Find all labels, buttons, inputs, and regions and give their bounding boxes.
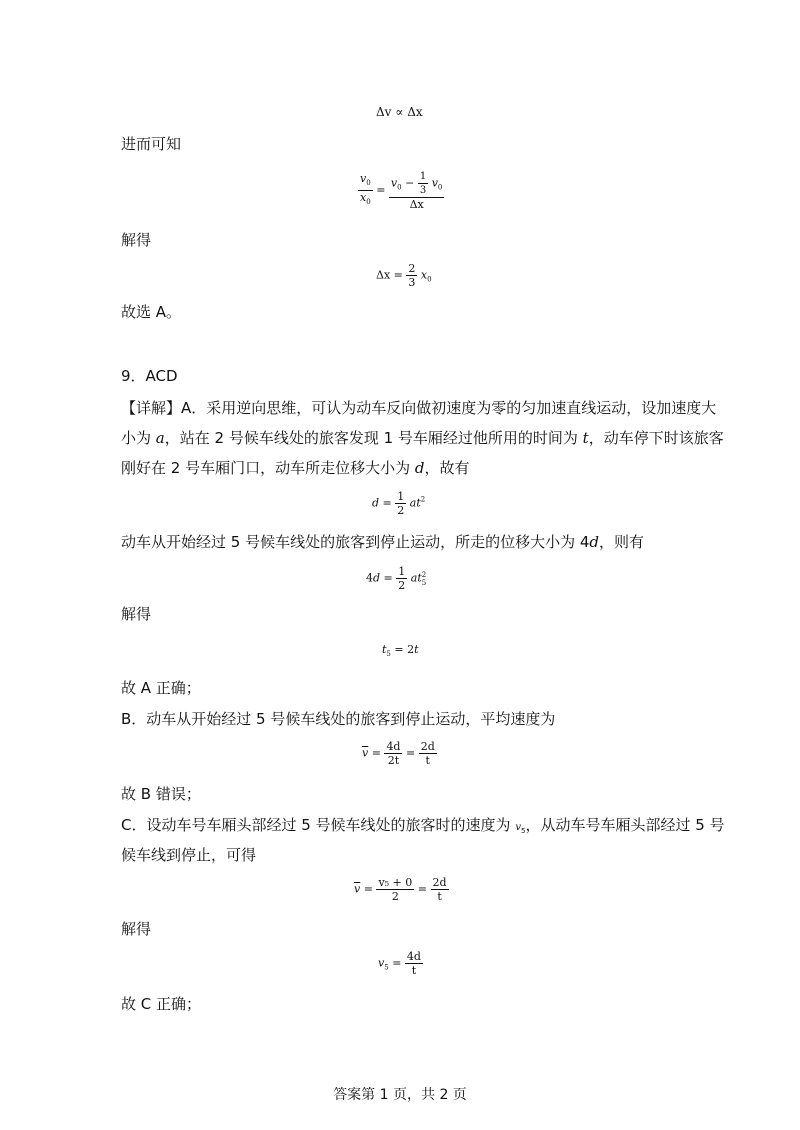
text-line: 故 A 正确； (121, 679, 201, 697)
equation-vbar-avg (354, 876, 449, 903)
equation-delta-x (376, 262, 432, 289)
var: d (589, 533, 600, 551)
fraction (419, 740, 437, 767)
subscript: 5 (421, 578, 427, 587)
subscript: 0 (366, 198, 371, 206)
subscript: 0 (397, 183, 402, 192)
text-line: 候车线到停止，可得 (121, 846, 257, 864)
var: t (382, 643, 387, 656)
equals: = (405, 746, 416, 760)
equation-4d (366, 565, 426, 592)
equals: = 2 (394, 643, 415, 656)
text: ，动车停下时该旅客 (588, 429, 724, 447)
numerator: 1 (419, 171, 427, 182)
var: a (409, 496, 417, 510)
text-line: 故 B 错误； (121, 785, 201, 803)
equation-d (372, 490, 425, 517)
subscript: 5 (386, 650, 391, 658)
denominator: 2t (387, 754, 400, 767)
equals: = (363, 882, 373, 896)
var: v (378, 956, 385, 970)
denominator: t (411, 964, 417, 977)
numerator: 4d (406, 950, 421, 963)
superscript: 2 (420, 495, 426, 504)
text-line: 故选 A。 (121, 303, 182, 321)
var: a (155, 429, 165, 447)
equation-vbar (362, 740, 437, 767)
denominator: 2 (391, 890, 399, 903)
fraction (395, 490, 406, 517)
denominator: 3 (408, 276, 416, 289)
text-line (121, 458, 469, 478)
denominator: 3 (419, 185, 427, 196)
fraction (418, 170, 428, 197)
text-line: 【详解】A．采用逆向思维，可认为动车反向做初速度为零的匀加速直线运动，设加速度大 (121, 399, 717, 417)
fraction (396, 565, 407, 592)
numerator: 1 (397, 490, 405, 503)
fraction (405, 950, 423, 977)
text: ，站在 2 号候车线处的旅客发现 1 号车厢经过他所用的时间为 (164, 429, 583, 447)
var: t (582, 429, 589, 447)
numerator: 2d (420, 740, 435, 753)
fraction (389, 170, 444, 211)
subscript: 5 (520, 827, 526, 835)
text-line (121, 428, 724, 448)
var: $\overline{v}$ (362, 746, 369, 760)
numerator: 2 (408, 262, 416, 275)
denominator: 2 (397, 504, 405, 517)
var: v (431, 176, 438, 190)
var: t (417, 571, 422, 585)
denominator: t (425, 754, 430, 767)
var: v (515, 822, 521, 833)
equals: = (382, 496, 392, 510)
var: $\overline{v}$ (354, 882, 361, 896)
var: d (414, 459, 425, 477)
equation-ratio (358, 170, 444, 211)
fraction (431, 876, 449, 903)
var: x (360, 191, 367, 204)
equals: = (383, 571, 393, 585)
equals: = (371, 746, 381, 760)
text-line (121, 532, 644, 552)
numerator: 1 (398, 565, 406, 578)
eq-text: Δv ∝ Δx (376, 105, 423, 119)
fraction (376, 876, 414, 903)
text-line: 解得 (121, 920, 152, 938)
var: a (410, 571, 418, 585)
equals: = (392, 956, 402, 970)
subscript: 0 (427, 275, 432, 284)
var: x (420, 268, 428, 282)
question-number: 9．ACD (121, 367, 178, 385)
denominator: Δx (409, 198, 424, 211)
minus: − (405, 176, 415, 190)
text-line: 解得 (121, 231, 152, 249)
equation-proportional (376, 105, 423, 119)
text-line: 解得 (121, 605, 152, 623)
equals: = (376, 183, 386, 197)
superscript: 2 (421, 570, 427, 579)
fraction (384, 740, 402, 767)
var: t (414, 643, 419, 656)
subscript: 0 (366, 179, 371, 187)
var: d (372, 496, 380, 510)
var: t (416, 496, 421, 510)
text-line: 故 C 正确； (121, 995, 202, 1013)
fraction (358, 172, 373, 209)
text-line: B．动车从开始经过 5 号候车线处的旅客到停止运动，平均速度为 (121, 710, 556, 728)
text: ，从动车号车厢头部经过 5 号 (525, 816, 725, 834)
coef: 4 (366, 571, 373, 585)
text: 动车从开始经过 5 号候车线处的旅客到停止运动，所走的位移大小为 4 (121, 533, 590, 551)
page-footer: 答案第 1 页，共 2 页 (333, 1087, 467, 1103)
text: 小为 (121, 429, 156, 447)
denominator: t (437, 890, 442, 903)
equation-v5 (378, 950, 423, 977)
text: C．设动车号车厢头部经过 5 号候车线处的旅客时的速度为 (121, 816, 516, 834)
text-line: 进而可知 (121, 135, 182, 153)
text: ，则有 (599, 533, 645, 551)
var: d (373, 571, 381, 585)
numerator: 4d (386, 740, 401, 753)
numerator: v₅ + 0 (378, 876, 413, 889)
text: 刚好在 2 号车厢门口，动车所走位移大小为 (121, 459, 415, 477)
equation-t5 (382, 643, 419, 658)
text: ，故有 (424, 459, 470, 477)
var: v (360, 172, 367, 185)
fraction (406, 262, 417, 289)
equals: = (417, 882, 427, 896)
var: v (390, 176, 398, 190)
equals: = (393, 268, 403, 282)
denominator: 2 (398, 579, 406, 592)
subscript: 5 (384, 963, 389, 972)
text-line (121, 815, 725, 841)
lhs: Δx (376, 268, 391, 282)
subscript: 0 (437, 183, 443, 192)
numerator: 2d (432, 876, 447, 889)
